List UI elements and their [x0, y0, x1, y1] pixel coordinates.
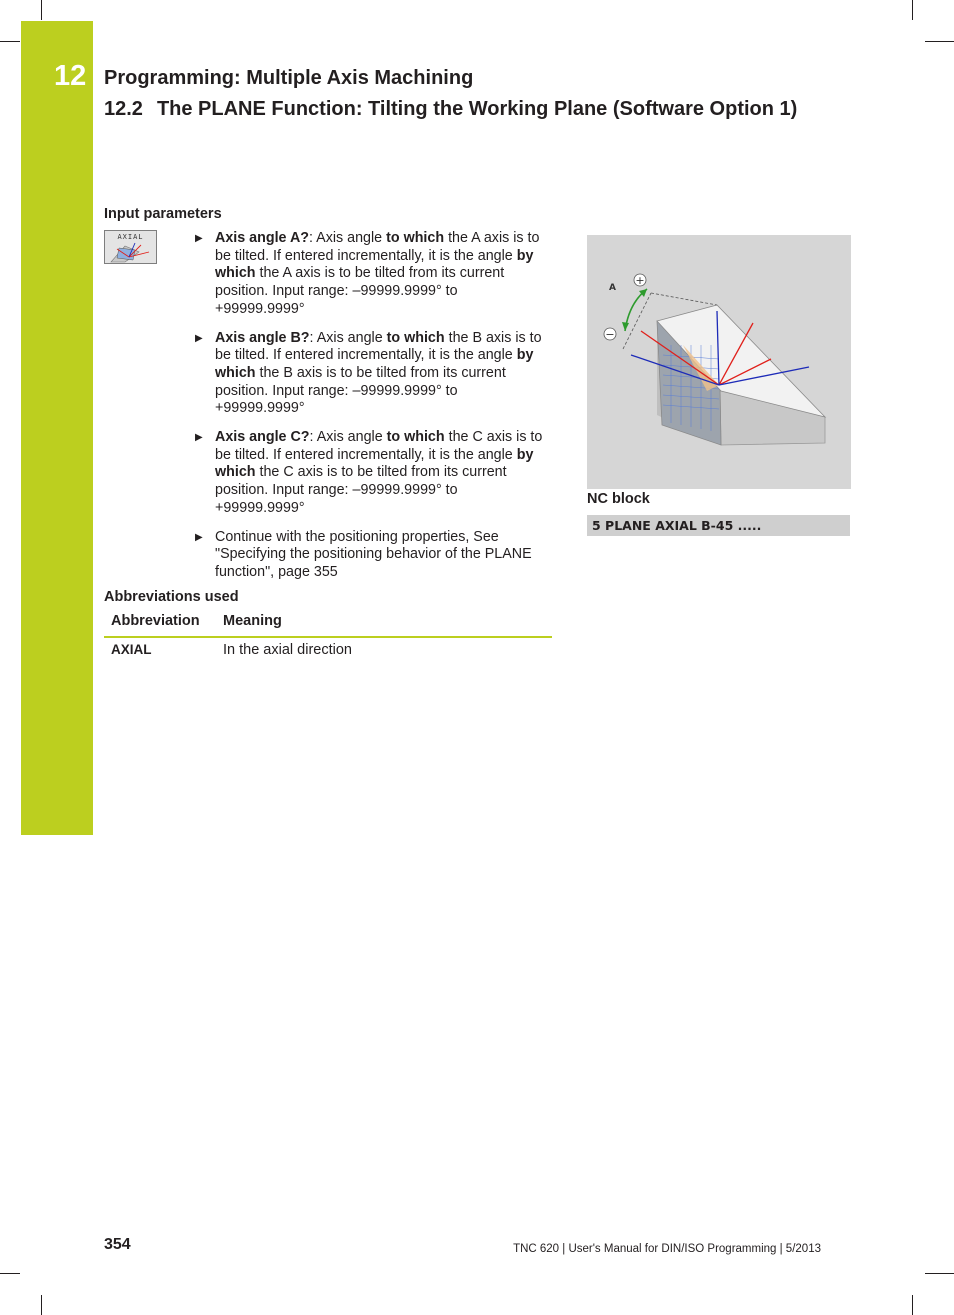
param-text: the B axis is to be tilted. If entered incrementally, it is the angle [215, 329, 542, 364]
crop-mark [41, 1295, 42, 1315]
param-emphasis: by which [215, 446, 534, 481]
param-text: the B axis is to be tilted from its current position. Input range: –99999.9999° to +99999.9999° [215, 364, 506, 417]
chapter-title: Programming: Multiple Axis Machining [104, 67, 474, 89]
crop-mark [912, 1295, 913, 1315]
col-meaning: Meaning [223, 613, 282, 629]
softkey-plane-icon [105, 240, 156, 264]
nc-block-code: 5 PLANE AXIAL B-45 ..... [592, 518, 762, 533]
meaning-cell: In the axial direction [223, 642, 352, 658]
section-number: 12.2 [104, 98, 143, 120]
param-text: : Axis angle [309, 429, 387, 446]
continue-text: Continue with the positioning properties, See "Specifying the positioning behavior of the PLANE function", page 355 [215, 528, 532, 580]
param-text: the C axis is to be tilted from its current position. Input range: –99999.9999° to +99999.9999° [215, 464, 507, 516]
param-text: the A axis is to be tilted. If entered incrementally, it is the angle [215, 230, 540, 264]
param-emphasis: to which [386, 329, 445, 346]
minus-label: − [605, 328, 615, 341]
param-term: Axis angle C? [215, 429, 310, 446]
crop-mark [41, 0, 42, 20]
param-axis-angle-b [193, 330, 543, 419]
param-emphasis: by which [215, 247, 534, 282]
param-continue [193, 529, 543, 582]
bullet-arrow-icon: ▶ [195, 432, 203, 444]
nc-block-code-bar [587, 515, 850, 536]
param-axis-angle-c [193, 429, 543, 518]
input-parameter-list [193, 230, 543, 593]
abbreviation-cell: AXIAL [111, 642, 152, 657]
axial-softkey [104, 230, 157, 264]
bullet-arrow-icon: ▶ [195, 233, 203, 244]
section-title-text: The PLANE Function: Tilting the Working Plane (Software Option 1) [156, 98, 798, 120]
chapter-sidebar [21, 21, 93, 835]
crop-mark [0, 1273, 20, 1274]
param-emphasis: by which [215, 347, 534, 381]
param-text: the A axis is to be tilted from its current position. Input range: –99999.9999° to +99999.9999° [215, 265, 505, 317]
chapter-number: 12 [54, 60, 87, 92]
nc-block-heading: NC block [587, 491, 650, 507]
axial-tilt-illustration [587, 235, 851, 489]
table-row [104, 638, 552, 658]
table-header [104, 613, 552, 638]
crop-mark [925, 41, 954, 42]
param-text: : Axis angle [309, 329, 387, 346]
crop-mark [925, 1273, 954, 1274]
col-abbreviation: Abbreviation [111, 613, 200, 629]
param-text: the C axis is to be tilted. If entered incrementally, it is the angle [215, 429, 543, 463]
param-text: : Axis angle [309, 230, 387, 246]
bullet-arrow-icon: ▶ [195, 332, 203, 344]
param-term: Axis angle A? [215, 230, 310, 246]
param-emphasis: to which [386, 230, 445, 246]
param-emphasis: to which [386, 429, 445, 446]
crop-mark [912, 0, 913, 20]
axial-tilt-drawing [587, 235, 851, 489]
section-title [104, 98, 797, 121]
softkey-label: AXIAL [117, 233, 144, 241]
axis-a-label: A [609, 283, 616, 293]
page-number: 354 [104, 1236, 131, 1253]
crop-mark [0, 41, 20, 42]
param-term: Axis angle B? [215, 329, 310, 346]
footer-text: TNC 620 | User's Manual for DIN/ISO Programming | 5/2013 [513, 1243, 821, 1255]
abbreviations-heading: Abbreviations used [104, 589, 239, 605]
bullet-arrow-icon: ▶ [195, 531, 203, 543]
input-parameters-heading: Input parameters [104, 206, 222, 222]
abbreviations-table [104, 613, 552, 658]
plus-label: + [635, 274, 645, 287]
param-axis-angle-a [193, 230, 543, 319]
